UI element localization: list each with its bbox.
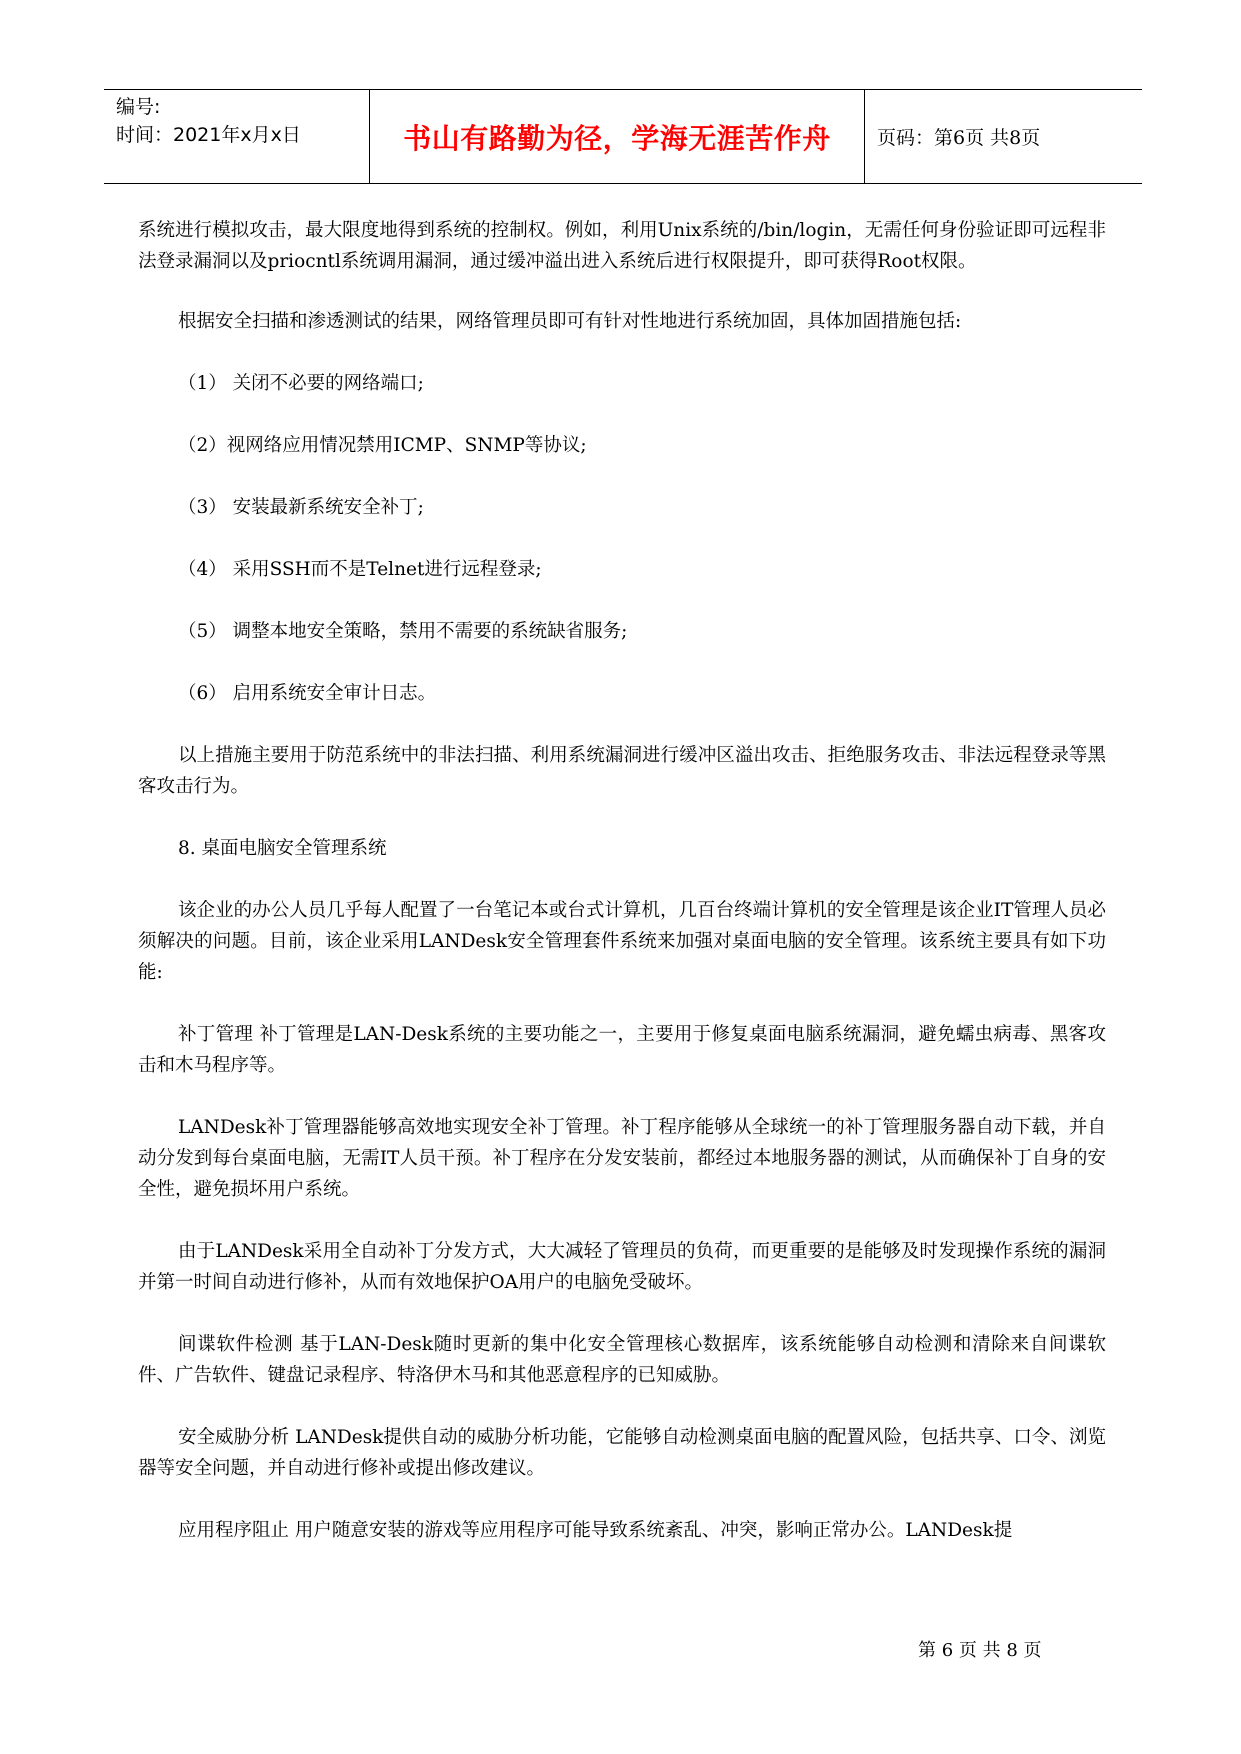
page-header	[104, 89, 1142, 184]
paragraph: LANDesk补丁管理器能够高效地实现安全补丁管理。补丁程序能够从全球统一的补丁管理服务器自动下载，并自动分发到每台桌面电脑，无需IT人员干预。补丁程序在分发安装前，都经过本地服务器的测试，从而确保补丁自身的安全性，避免损坏用户系统。	[138, 1117, 1106, 1200]
header-left	[116, 90, 358, 186]
paragraph: 该企业的办公人员几乎每人配置了一台笔记本或台式计算机，几百台终端计算机的安全管理是该企业IT管理人员必须解决的问题。目前，该企业采用LANDesk安全管理套件系统来加强对桌面电脑的安全管理。该系统主要具有如下功能:	[138, 900, 1106, 983]
paragraph: 系统进行模拟攻击，最大限度地得到系统的控制权。例如，利用Unix系统的/bin/login，无需任何身份验证即可远程非法登录漏洞以及priocntl系统调用漏洞，通过缓冲溢出进入系统后进行权限提升，即可获得Root权限。	[138, 220, 1106, 272]
motto: 书山有路勤为径，学海无涯苦作舟	[403, 121, 831, 155]
list-item: （3） 安装最新系统安全补丁;	[178, 497, 424, 518]
paragraph: 以上措施主要用于防范系统中的非法扫描、利用系统漏洞进行缓冲区溢出攻击、拒绝服务攻击、非法远程登录等黑客攻击行为。	[138, 745, 1106, 797]
header-right	[865, 90, 1142, 183]
time-label: 时间：2021年x月x日	[116, 124, 301, 146]
document-body	[138, 215, 1106, 1577]
page-code: 页码：第6页 共8页	[877, 127, 1041, 149]
list-item: （1） 关闭不必要的网络端口;	[178, 373, 424, 394]
paragraph: 安全威胁分析 LANDesk提供自动的威胁分析功能，它能够自动检测桌面电脑的配置风险，包括共享、口令、浏览器等安全问题，并自动进行修补或提出修改建议。	[138, 1427, 1106, 1479]
number-label: 编号:	[116, 96, 161, 118]
section-heading: 8. 桌面电脑安全管理系统	[178, 838, 387, 859]
page-footer: 第 6 页 共 8 页	[918, 1640, 1042, 1661]
list-item: （4） 采用SSH而不是Telnet进行远程登录;	[178, 559, 542, 580]
paragraph: 由于LANDesk采用全自动补丁分发方式，大大减轻了管理员的负荷，而更重要的是能够及时发现操作系统的漏洞并第一时间自动进行修补，从而有效地保护OA用户的电脑免受破坏。	[138, 1241, 1106, 1293]
paragraph: 根据安全扫描和渗透测试的结果，网络管理员即可有针对性地进行系统加固，具体加固措施包括:	[178, 311, 962, 332]
paragraph: 间谍软件检测 基于LAN-Desk随时更新的集中化安全管理核心数据库，该系统能够自动检测和清除来自间谍软件、广告软件、键盘记录程序、特洛伊木马和其他恶意程序的已知威胁。	[138, 1334, 1107, 1386]
list-item: （6） 启用系统安全审计日志。	[178, 683, 437, 704]
list-item: （2）视网络应用情况禁用ICMP、SNMP等协议;	[178, 435, 587, 456]
paragraph: 补丁管理 补丁管理是LAN-Desk系统的主要功能之一，主要用于修复桌面电脑系统漏洞，避免蠕虫病毒、黑客攻击和木马程序等。	[138, 1024, 1106, 1076]
paragraph: 应用程序阻止 用户随意安装的游戏等应用程序可能导致系统紊乱、冲突，影响正常办公。LANDesk提	[178, 1520, 1013, 1541]
header-middle	[369, 90, 865, 183]
list-item: （5） 调整本地安全策略，禁用不需要的系统缺省服务;	[178, 621, 628, 642]
